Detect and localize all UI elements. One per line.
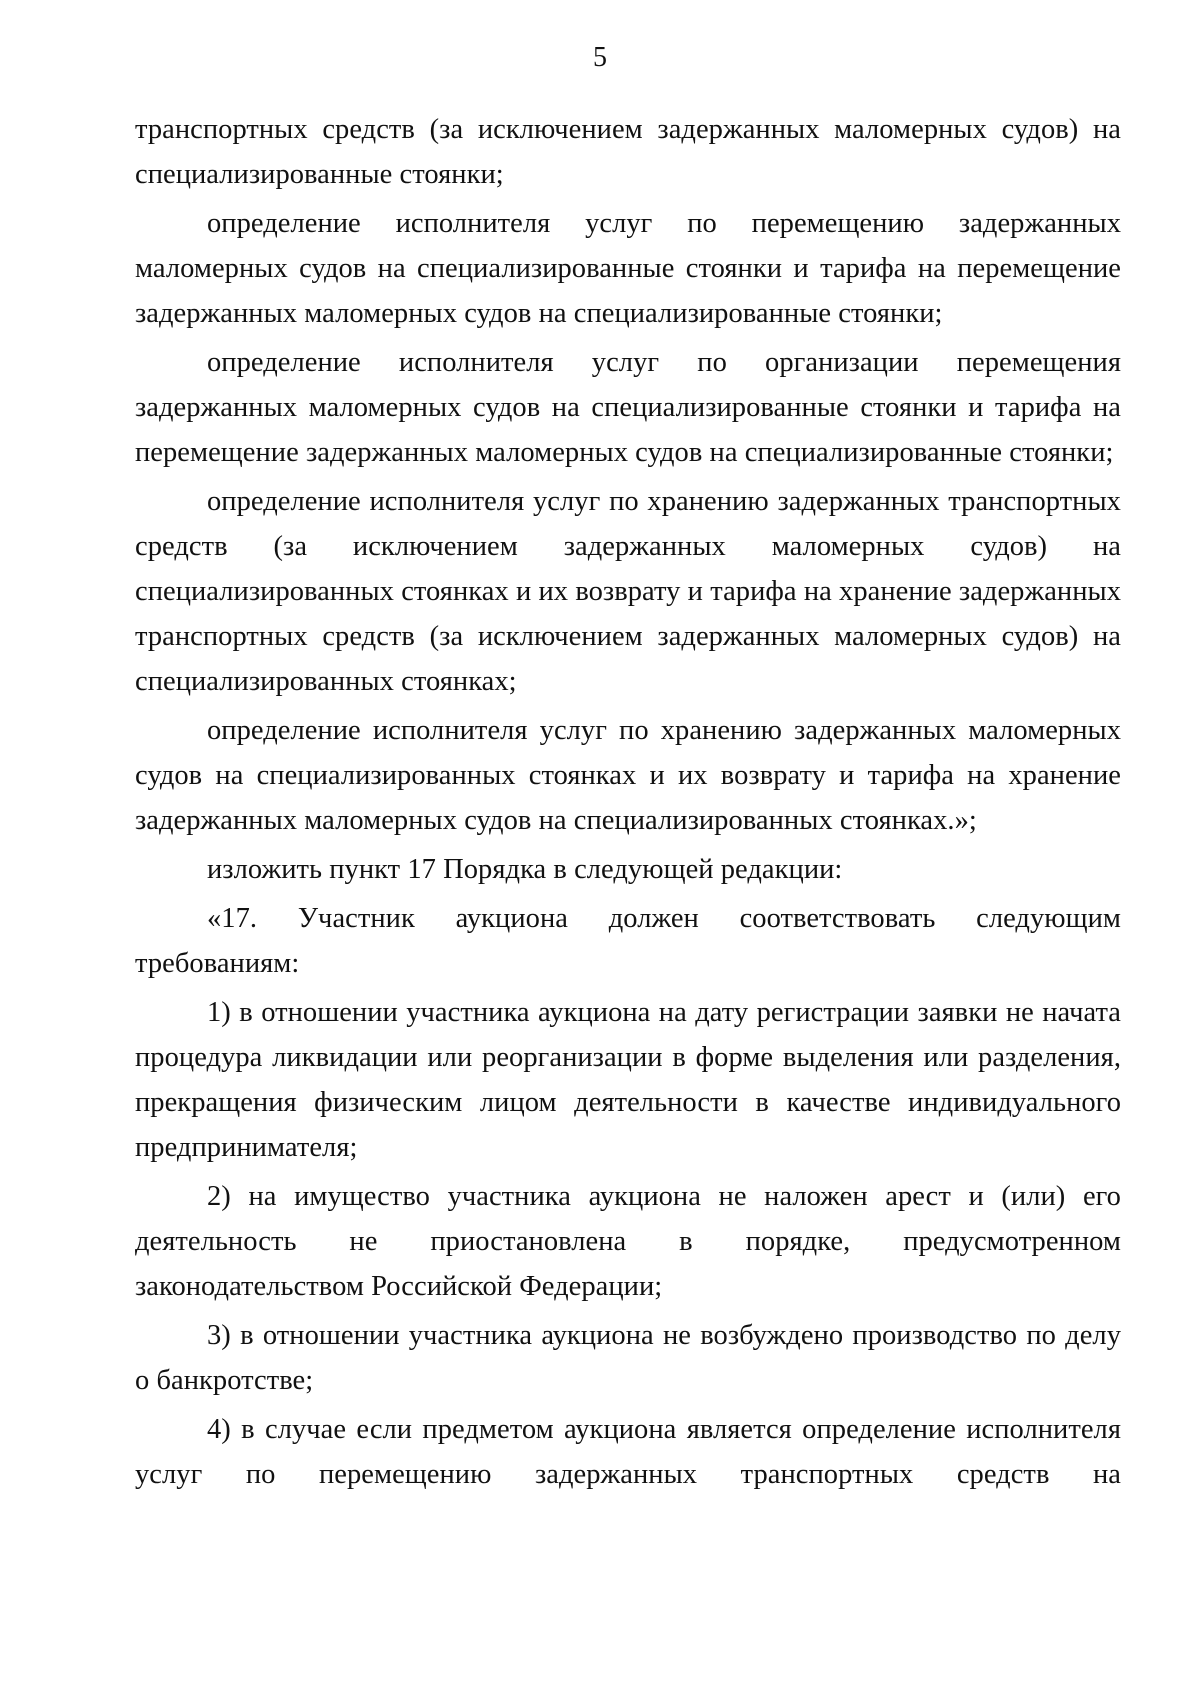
paragraph: изложить пункт 17 Порядка в следующей редакции: xyxy=(207,854,843,885)
paragraph: определение исполнителя услуг по хранению задержанных транспортных средств (за исключением задержанных маломерных судов) на специализированных стоянках и их возврату и тарифа на хранение задержанных транспортных средств (за исключением задержанных маломерных судов) на специализированных стоянках; xyxy=(135,486,1121,697)
page-number: 5 xyxy=(593,42,607,73)
paragraph-continuation: транспортных средств (за исключением задержанных маломерных судов) на специализированные стоянки; xyxy=(135,114,1121,190)
paragraph: определение исполнителя услуг по перемещению задержанных маломерных судов на специализированные стоянки и тарифа на перемещение задержанных маломерных судов на специализированные стоянки; xyxy=(135,208,1121,329)
paragraph: «17. Участник аукциона должен соответствовать следующим требованиям: xyxy=(135,903,1121,979)
paragraph: определение исполнителя услуг по организации перемещения задержанных маломерных судов на специализированные стоянки и тарифа на перемещение задержанных маломерных судов на специализированные стоянки; xyxy=(135,347,1121,468)
document-body xyxy=(135,107,1121,1497)
paragraph: определение исполнителя услуг по хранению задержанных маломерных судов на специализированных стоянках и их возврату и тарифа на хранение задержанных маломерных судов на специализированных стоянках.»; xyxy=(135,715,1121,836)
paragraph: 1) в отношении участника аукциона на дату регистрации заявки не начата процедура ликвидации или реорганизации в форме выделения или разделения, прекращения физическим лицом деятельности в качестве индивидуального предпринимателя; xyxy=(135,997,1121,1163)
paragraph: 3) в отношении участника аукциона не возбуждено производство по делу о банкротстве; xyxy=(135,1320,1121,1396)
paragraph-continues-next-page: 4) в случае если предметом аукциона является определение исполнителя услуг по перемещению задержанных транспортных средств на xyxy=(135,1414,1121,1490)
paragraph: 2) на имущество участника аукциона не наложен арест и (или) его деятельность не приостановлена в порядке, предусмотренном законодательством Российской Федерации; xyxy=(135,1181,1121,1302)
